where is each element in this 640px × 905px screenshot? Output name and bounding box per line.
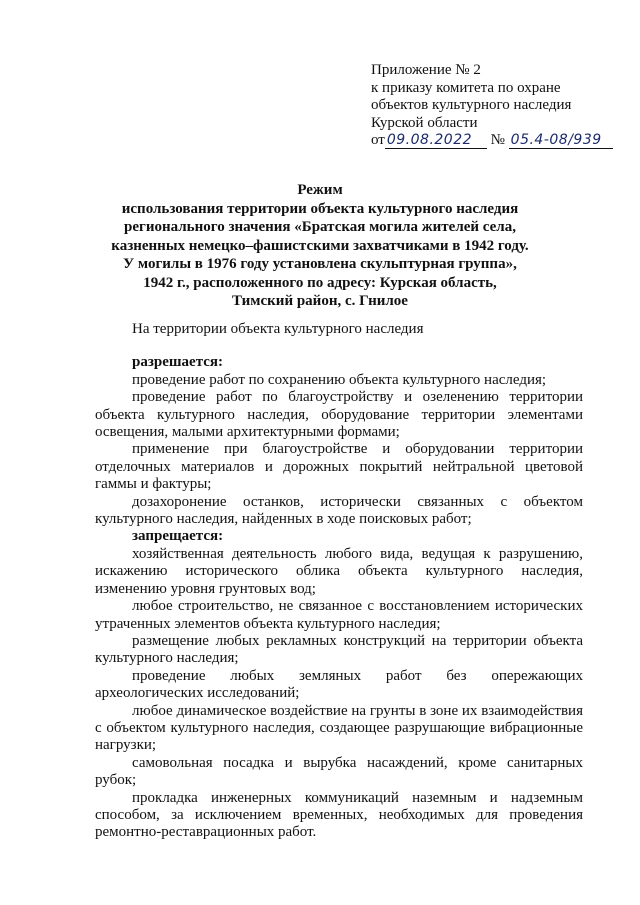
title-line: Тимский район, с. Гнилое <box>232 293 408 309</box>
annex-region: Курской области <box>371 114 478 131</box>
forbidden-item: хозяйственная деятельность любого вида, ведущая к разрушению, искажению исторического облика объекта культурного наследия, изменению уровня грунтовых вод; <box>95 545 583 597</box>
document-title <box>70 181 570 311</box>
forbidden-item: любое строительство, не связанное с восстановлением исторических утраченных элементов объекта культурного наследия; <box>95 598 583 632</box>
forbidden-item: прокладка инженерных коммуникаций наземным и надземным способом, за исключением временных, необходимых для проведения ремонтно-реставрационных работ. <box>95 789 583 841</box>
annex-number: Приложение № 2 <box>371 62 481 78</box>
title-line: регионального значения «Братская могила жителей села, <box>124 219 516 235</box>
allowed-item: дозахоронение останков, исторически связанных с объектом культурного наследия, найденных в ходе поисковых работ; <box>95 493 583 528</box>
handwritten-date: 09.08.2022 <box>385 133 487 149</box>
title-line: использования территории объекта культурного наследия <box>121 200 519 217</box>
annex-committee: объектов культурного наследия <box>371 97 572 113</box>
title-line: казненных немецко–фашистскими захватчиками в 1942 году. <box>111 237 529 254</box>
annex-number-sign: № <box>490 132 505 148</box>
title-line: 1942 г., расположенного по адресу: Курская область, <box>143 274 497 291</box>
allowed-item: проведение работ по благоустройству и озеленению территории объекта культурного наследия, оборудование территории элементами освещения, малыми архитектурными формами; <box>95 389 583 441</box>
forbidden-item: проведение любых земляных работ без опережающих археологических исследований; <box>95 667 583 702</box>
annex-from-prefix: от <box>371 132 385 148</box>
annex-header <box>371 62 611 150</box>
allowed-item: применение при благоустройстве и оборудовании территории отделочных материалов и дорожных покрытий нейтральной цветовой гаммы и фактуры; <box>95 441 583 493</box>
document-body <box>95 321 583 842</box>
intro-text: На территории объекта культурного наследия <box>132 321 424 337</box>
forbidden-item: самовольная посадка и вырубка насаждений, кроме санитарных рубок; <box>95 754 583 789</box>
forbidden-heading: запрещается: <box>132 528 224 545</box>
title-line: У могилы в 1976 году установлена скульптурная группа», <box>123 256 517 272</box>
forbidden-item: любое динамическое воздействие на грунты в зоне их взаимодействия с объектом культурного наследия, создающее разрушающие вибрационные нагрузки; <box>95 702 583 754</box>
title-line: Режим <box>297 182 343 198</box>
annex-date-number <box>371 132 611 150</box>
allowed-item: проведение работ по сохранению объекта культурного наследия; <box>132 371 547 388</box>
forbidden-item: размещение любых рекламных конструкций на территории объекта культурного наследия; <box>95 632 583 667</box>
handwritten-order-number: 05.4-08/939 <box>509 133 613 149</box>
annex-order-ref: к приказу комитета по охране <box>371 79 561 96</box>
allowed-heading: разрешается: <box>132 354 224 371</box>
